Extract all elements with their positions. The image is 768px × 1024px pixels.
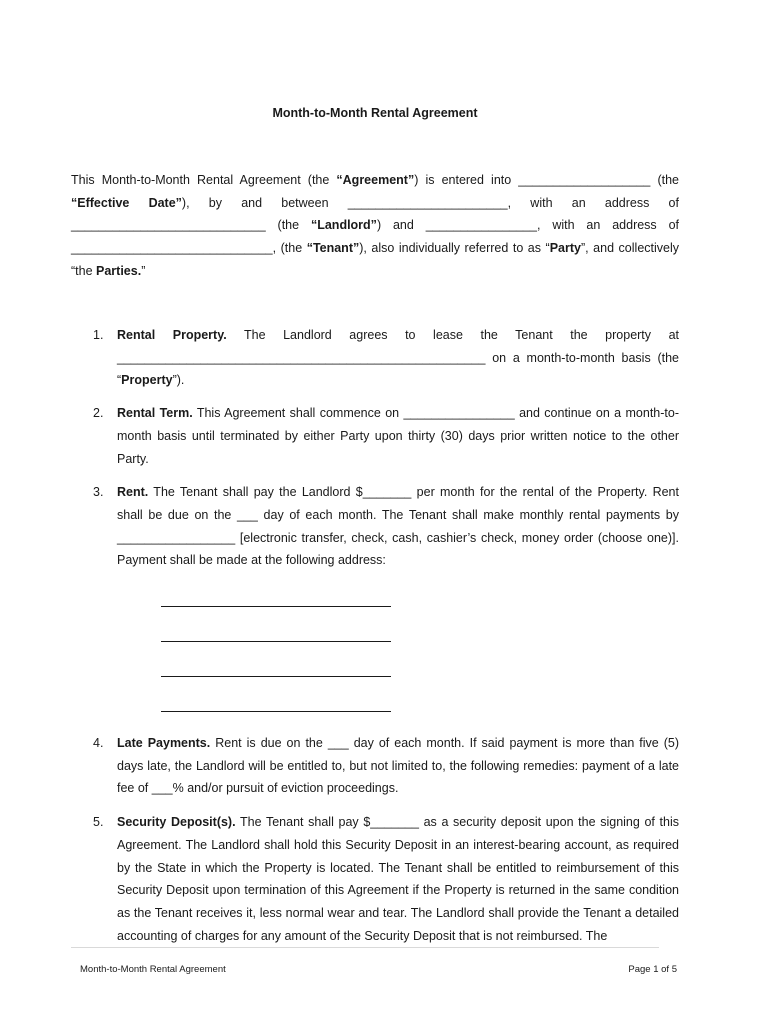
clause-text: This Agreement shall commence on ________________ and continue on a month-to-month basis until terminated by either Party upon thirty (30) days prior written notice to the other Party. — [117, 406, 679, 466]
intro-paragraph — [71, 169, 679, 283]
clause-heading: Rent. — [117, 485, 149, 500]
payment-address-lines — [115, 572, 679, 718]
clause-late-payments — [71, 732, 679, 800]
clause-list — [71, 324, 679, 947]
footer-document-name: Month-to-Month Rental Agreement — [80, 964, 226, 975]
intro-text: ), also individually referred to as “ — [359, 241, 550, 256]
clause-heading: Rental Property. — [117, 328, 227, 342]
document-title: Month-to-Month Rental Agreement — [272, 106, 478, 120]
payment-address-line — [161, 607, 391, 642]
footer-divider — [71, 947, 659, 948]
clause-text: The Tenant shall pay $_______ as a security deposit upon the signing of this Agreement. The Landlord shall hold this Security Deposit in an interest-bearing account, as required by the State in which the Property is located. The Tenant shall be entitled to reimbursement of this Security Deposit upon termination of this Agreement if the Property is returned in the same condition as the Tenant receives it, less normal wear and tear. The Landlord shall provide the Tenant a detailed accounting of charges for any amount of the Security Deposit that is not reimbursed. The — [117, 815, 680, 943]
clause-number: 5. — [93, 815, 104, 830]
intro-term-parties: Parties. — [96, 263, 142, 278]
clause-number: 2. — [93, 406, 104, 421]
clause-rent — [71, 481, 679, 572]
clause-heading: Rental Term. — [117, 406, 193, 421]
intro-text: ) and ________________, with an address of _____________________________, (the — [71, 218, 679, 256]
intro-term-agreement: “Agreement” — [336, 173, 415, 187]
clause-heading: Late Payments. — [117, 736, 211, 751]
clause-rental-property — [71, 324, 679, 392]
intro-text: ) is entered into ___________________ (the — [414, 173, 679, 187]
intro-term-tenant: “Tenant” — [306, 241, 360, 256]
intro-text: ” — [141, 263, 146, 278]
clause-text: ”). — [172, 373, 185, 388]
clause-text: Rent is due on the ___ day of each month. If said payment is more than five (5) days late, the Landlord will be entitled to, but not limited to, the following remedies: payment of a late fee of ___% and/or pursuit of eviction proceedings. — [117, 736, 679, 796]
clause-number: 3. — [93, 485, 104, 500]
clause-heading: Security Deposit(s). — [117, 815, 236, 830]
clause-security-deposit — [71, 811, 679, 947]
clause-number: 4. — [93, 736, 104, 751]
intro-term-party: Party — [549, 241, 581, 256]
intro-term-effective-date: “Effective Date” — [71, 195, 182, 210]
clause-term-property: Property — [121, 373, 173, 388]
clause-text: The Tenant shall pay the Landlord $_______ per month for the rental of the Property. Rent shall be due on the ___ day of each month. The Tenant shall make monthly rental payments by _________________ [electronic transfer, check, cash, cashier’s check, money order (choose one)]. Payment shall be made at the following address: — [117, 485, 679, 568]
payment-address-line — [161, 677, 391, 712]
payment-address-block — [71, 572, 679, 718]
intro-text: ), by and between _______________________, with an address of ____________________________ (the — [71, 195, 679, 233]
clause-text: The Landlord agrees to lease the Tenant the property at _____________________________________________________ on a month-to-month basis (the “ — [117, 328, 680, 388]
clause-number: 1. — [93, 328, 104, 342]
intro-term-landlord: “Landlord” — [310, 218, 377, 233]
intro-text: ”, and collectively “the — [71, 241, 679, 278]
intro-text: This Month-to-Month Rental Agreement (the — [71, 173, 337, 187]
footer-page-number: Page 1 of 5 — [628, 964, 677, 975]
payment-address-line — [161, 642, 391, 677]
clause-rental-term — [71, 402, 679, 470]
payment-address-line — [161, 572, 391, 607]
